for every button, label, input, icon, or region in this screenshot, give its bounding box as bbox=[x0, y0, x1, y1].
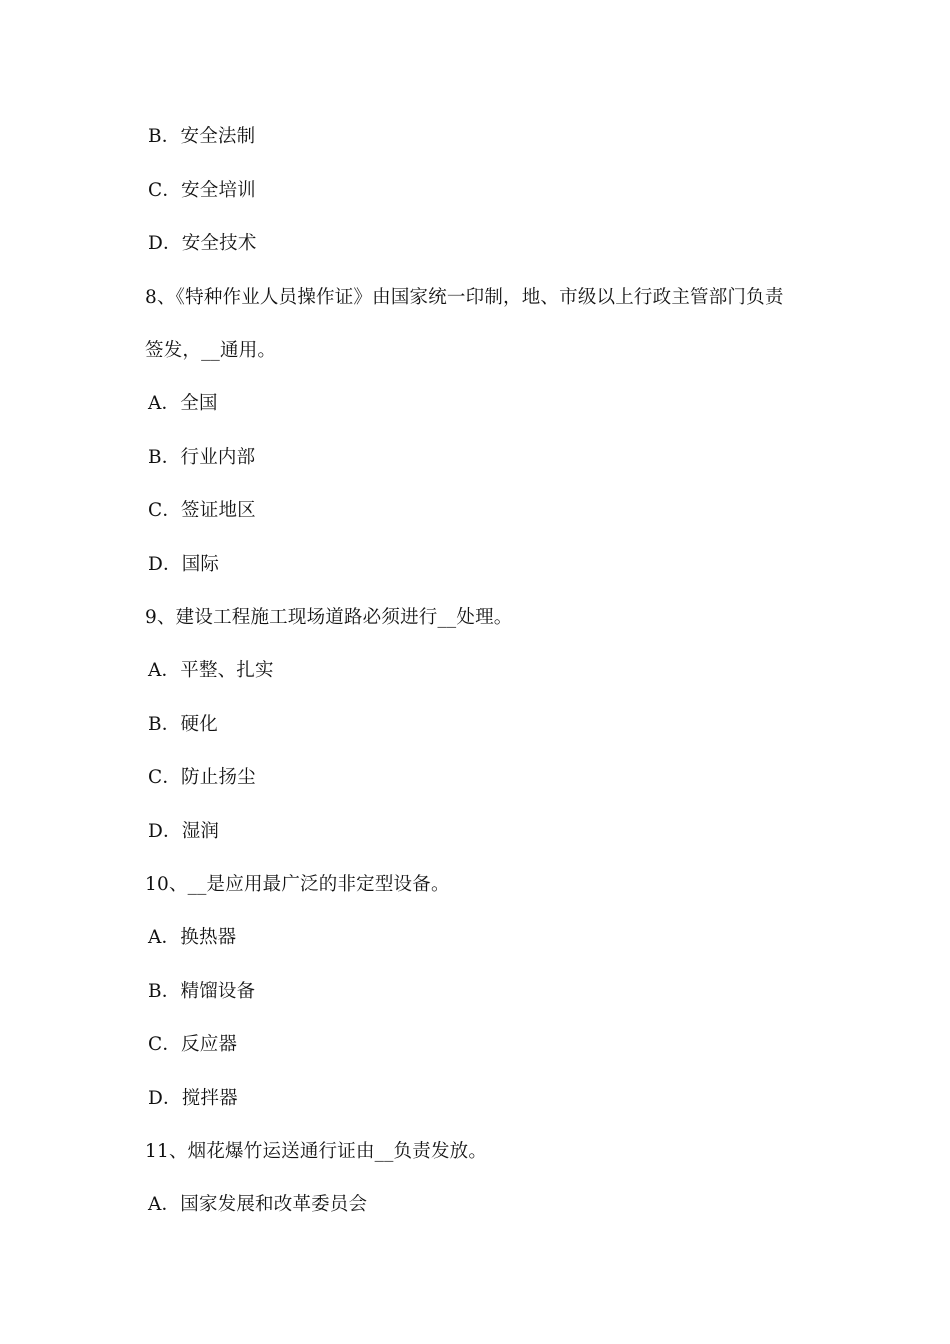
q8-stem-line1: 8、《特种作业人员操作证》由国家统一印制，地、市级以上行政主管部门负责 bbox=[145, 287, 784, 308]
q9-option-b: B．硬化 bbox=[148, 714, 218, 735]
q11-stem: 11、烟花爆竹运送通行证由__负责发放。 bbox=[145, 1141, 488, 1162]
q7-option-c: C．安全培训 bbox=[148, 180, 256, 201]
q10-option-d: D．搅拌器 bbox=[148, 1088, 238, 1109]
q8-stem-line2: 签发，__通用。 bbox=[145, 340, 277, 361]
q7-option-b: B．安全法制 bbox=[148, 126, 256, 147]
q11-option-a: A．国家发展和改革委员会 bbox=[148, 1194, 368, 1215]
q10-option-c: C．反应器 bbox=[148, 1034, 238, 1055]
q8-option-b: B．行业内部 bbox=[148, 447, 256, 468]
q9-option-a: A．平整、扎实 bbox=[148, 660, 274, 681]
q9-stem: 9、建设工程施工现场道路必须进行__处理。 bbox=[145, 607, 513, 628]
q8-option-a: A．全国 bbox=[148, 393, 218, 414]
q8-option-c: C．签证地区 bbox=[148, 500, 256, 521]
q10-option-a: A．换热器 bbox=[148, 927, 237, 948]
q9-option-d: D．湿润 bbox=[148, 821, 220, 842]
q7-option-d: D．安全技术 bbox=[148, 233, 257, 254]
q10-stem: 10、__是应用最广泛的非定型设备。 bbox=[145, 874, 450, 895]
q8-option-d: D．国际 bbox=[148, 554, 220, 575]
q9-option-c: C．防止扬尘 bbox=[148, 767, 256, 788]
q10-option-b: B．精馏设备 bbox=[148, 981, 256, 1002]
